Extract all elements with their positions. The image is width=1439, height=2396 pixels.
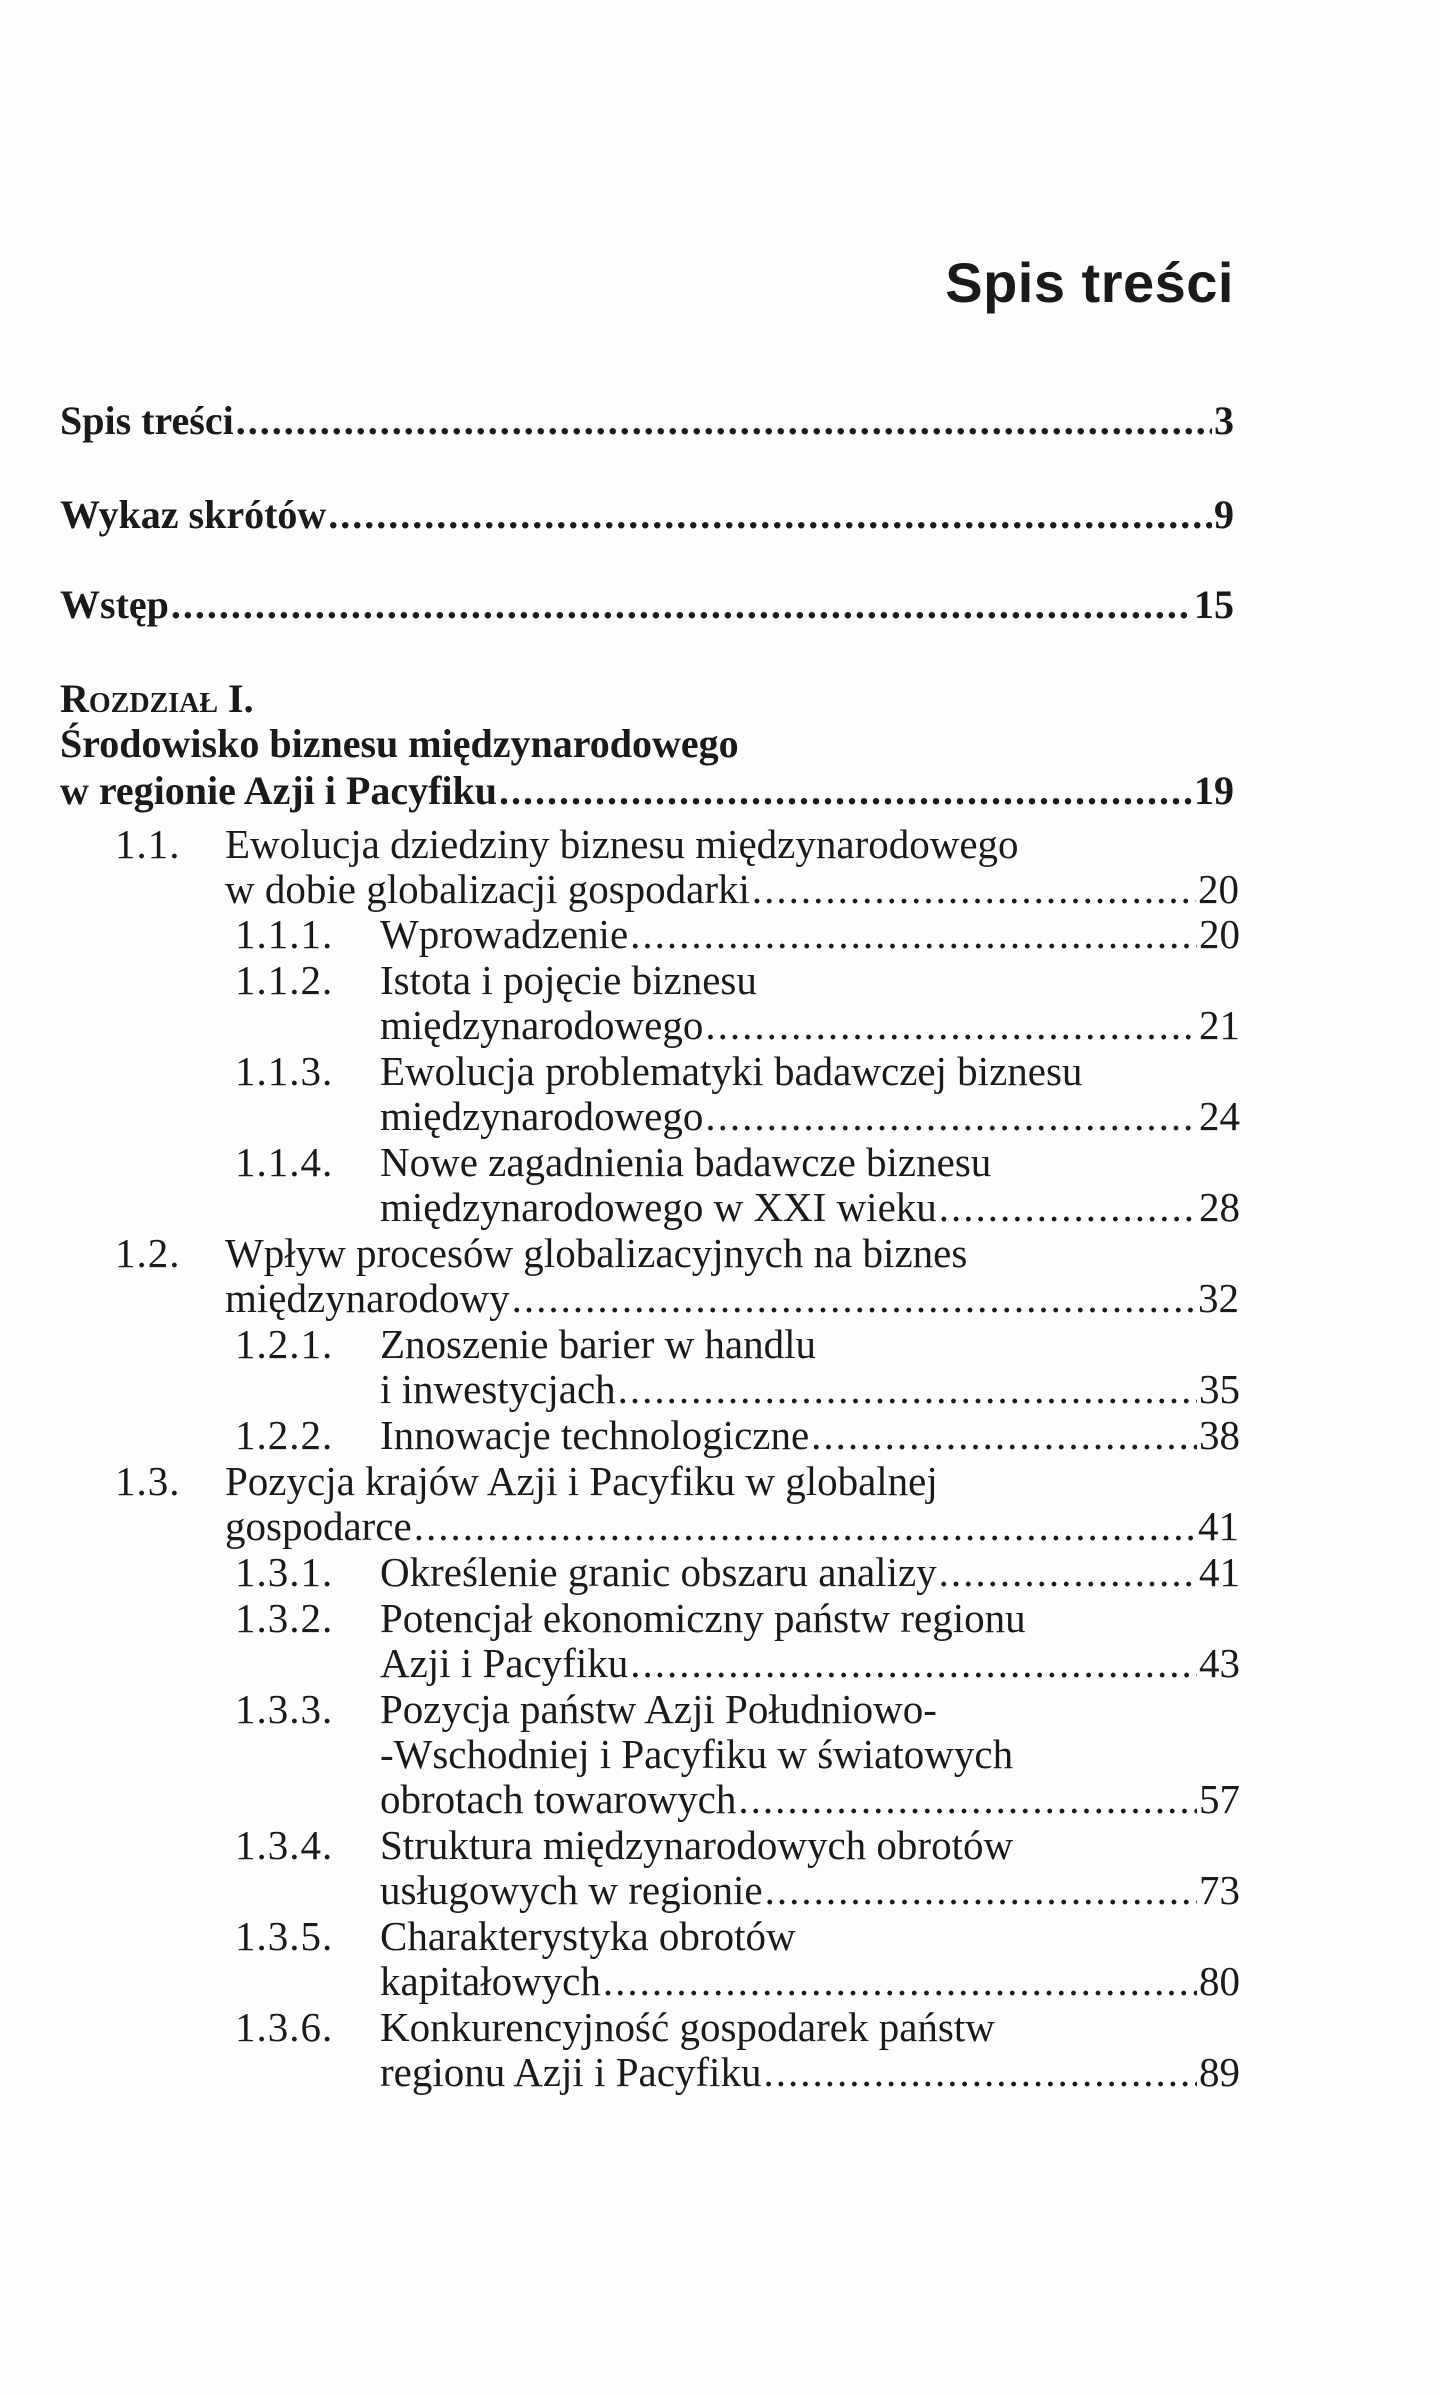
toc-entry-1-1[interactable]: [225, 867, 1239, 912]
dot-leader: [328, 492, 1212, 537]
dot-leader: [765, 1868, 1197, 1913]
dot-leader: [763, 2050, 1197, 2095]
section-number: 1.1.2.: [235, 957, 334, 1003]
section-title-line: Struktura międzynarodowych obrotów: [380, 1822, 1014, 1868]
page-title: Spis treści: [945, 251, 1234, 314]
toc-entry-page: 20: [1199, 911, 1240, 957]
section-number: 1.1.3.: [235, 1048, 334, 1094]
dot-leader: [705, 1094, 1197, 1139]
dot-leader: [738, 1777, 1197, 1822]
section-title-line: Ewolucja problematyki badawczej biznesu: [380, 1048, 1083, 1094]
toc-entry-page: 3: [1214, 398, 1234, 443]
toc-entry-title: regionu Azji i Pacyfiku: [380, 2049, 762, 2095]
toc-entry-page: 20: [1198, 866, 1239, 912]
section-title-line: Wpływ procesów globalizacyjnych na biznes: [225, 1230, 968, 1276]
section-title-line: Konkurencyjność gospodarek państw: [380, 2004, 995, 2050]
section-title-line: Potencjał ekonomiczny państw regionu: [380, 1595, 1026, 1641]
toc-entry-page: 19: [1194, 768, 1234, 813]
toc-entry-title: Określenie granic obszaru analizy: [380, 1549, 937, 1595]
section-number: 1.2.1.: [235, 1321, 334, 1367]
toc-entry-title: w regionie Azji i Pacyfiku: [60, 768, 497, 813]
toc-entry-page: 21: [1199, 1002, 1240, 1048]
toc-entry-title: Wprowadzenie: [380, 911, 629, 957]
toc-entry-1-3-4[interactable]: [380, 1868, 1240, 1913]
toc-entry-page: 43: [1199, 1640, 1240, 1686]
dot-leader: [630, 912, 1197, 957]
toc-entry-title: Wstęp: [60, 582, 169, 627]
toc-entry-1-3[interactable]: [225, 1504, 1239, 1549]
section-number: 1.3.: [115, 1458, 181, 1504]
dot-leader: [236, 398, 1212, 443]
toc-entry-1-2-1[interactable]: [380, 1367, 1240, 1412]
toc-entry-title: międzynarodowego w XXI wieku: [380, 1184, 937, 1230]
toc-entry-wstep[interactable]: [60, 582, 1234, 627]
toc-entry-page: 41: [1198, 1503, 1239, 1549]
toc-entry-page: 35: [1199, 1366, 1240, 1412]
toc-entry-1-1-1[interactable]: [380, 912, 1240, 957]
toc-entry-page: 73: [1199, 1867, 1240, 1913]
toc-entry-1-1-4[interactable]: [380, 1185, 1240, 1230]
section-number: 1.2.2.: [235, 1412, 334, 1458]
chapter-label: Rozdział I.: [60, 676, 254, 721]
chapter-title-line: Środowisko biznesu międzynarodowego: [60, 721, 739, 766]
section-title-line: Ewolucja dziedziny biznesu międzynarodowego: [225, 821, 1019, 867]
toc-entry-page: 89: [1199, 2049, 1240, 2095]
section-title-line: Pozycja krajów Azji i Pacyfiku w globalnej: [225, 1458, 938, 1504]
toc-entry-chapter-1[interactable]: [60, 768, 1234, 813]
section-title-line: Znoszenie barier w handlu: [380, 1321, 817, 1367]
dot-leader: [939, 1550, 1197, 1595]
toc-entry-1-3-2[interactable]: [380, 1641, 1240, 1686]
section-title-line: Pozycja państw Azji Południowo-: [380, 1686, 937, 1732]
section-title-line: Istota i pojęcie biznesu: [380, 957, 757, 1003]
toc-entry-1-2-2[interactable]: [380, 1413, 1240, 1458]
dot-leader: [630, 1641, 1197, 1686]
section-number: 1.3.3.: [235, 1686, 334, 1732]
section-number: 1.1.1.: [235, 911, 334, 957]
section-title-line: -Wschodniej i Pacyfiku w światowych: [380, 1731, 1014, 1777]
toc-entry-1-3-3[interactable]: [380, 1777, 1240, 1822]
toc-entry-title: obrotach towarowych: [380, 1776, 737, 1822]
toc-entry-title: usługowych w regionie: [380, 1867, 763, 1913]
section-number: 1.3.1.: [235, 1549, 334, 1595]
section-title-line: Nowe zagadnienia badawcze biznesu: [380, 1139, 992, 1185]
toc-entry-1-2[interactable]: [225, 1276, 1239, 1321]
toc-entry-page: 38: [1199, 1412, 1240, 1458]
toc-entry-1-1-2[interactable]: [380, 1003, 1240, 1048]
toc-entry-title: międzynarodowy: [225, 1275, 510, 1321]
dot-leader: [171, 582, 1192, 627]
toc-entry-title: Innowacje technologiczne: [380, 1412, 810, 1458]
dot-leader: [618, 1367, 1197, 1412]
toc-entry-page: 32: [1198, 1275, 1239, 1321]
toc-entry-title: Spis treści: [60, 398, 234, 443]
toc-entry-title: gospodarce: [225, 1503, 412, 1549]
dot-leader: [499, 768, 1192, 813]
toc-entry-title: i inwestycjach: [380, 1366, 616, 1412]
section-number: 1.1.4.: [235, 1139, 334, 1185]
toc-entry-title: kapitałowych: [380, 1958, 601, 2004]
toc-entry-title: Wykaz skrótów: [60, 492, 327, 537]
dot-leader: [939, 1185, 1197, 1230]
section-number: 1.1.: [115, 821, 181, 867]
toc-entry-title: międzynarodowego: [380, 1093, 704, 1139]
dot-leader: [512, 1276, 1196, 1321]
toc-entry-page: 15: [1194, 582, 1234, 627]
toc-entry-wykaz-skrotow[interactable]: [60, 492, 1234, 537]
section-number: 1.3.6.: [235, 2004, 334, 2050]
section-number: 1.2.: [115, 1230, 181, 1276]
toc-entry-1-1-3[interactable]: [380, 1094, 1240, 1139]
toc-entry-page: 9: [1214, 492, 1234, 537]
toc-entry-page: 28: [1199, 1184, 1240, 1230]
dot-leader: [603, 1959, 1197, 2004]
section-number: 1.3.4.: [235, 1822, 334, 1868]
toc-entry-title: w dobie globalizacji gospodarki: [225, 866, 750, 912]
toc-entry-page: 24: [1199, 1093, 1240, 1139]
dot-leader: [705, 1003, 1197, 1048]
dot-leader: [414, 1504, 1196, 1549]
toc-entry-page: 80: [1199, 1958, 1240, 2004]
section-title-line: Charakterystyka obrotów: [380, 1913, 796, 1959]
section-number: 1.3.5.: [235, 1913, 334, 1959]
section-number: 1.3.2.: [235, 1595, 334, 1641]
toc-entry-1-3-1[interactable]: [380, 1550, 1240, 1595]
toc-entry-page: 57: [1199, 1776, 1240, 1822]
dot-leader: [811, 1413, 1197, 1458]
toc-entry-1-3-5[interactable]: [380, 1959, 1240, 2004]
toc-entry-1-3-6[interactable]: [380, 2050, 1240, 2095]
toc-entry-spis-tresci[interactable]: [60, 398, 1234, 443]
dot-leader: [752, 867, 1196, 912]
toc-entry-page: 41: [1199, 1549, 1240, 1595]
toc-entry-title: Azji i Pacyfiku: [380, 1640, 629, 1686]
toc-entry-title: międzynarodowego: [380, 1002, 704, 1048]
